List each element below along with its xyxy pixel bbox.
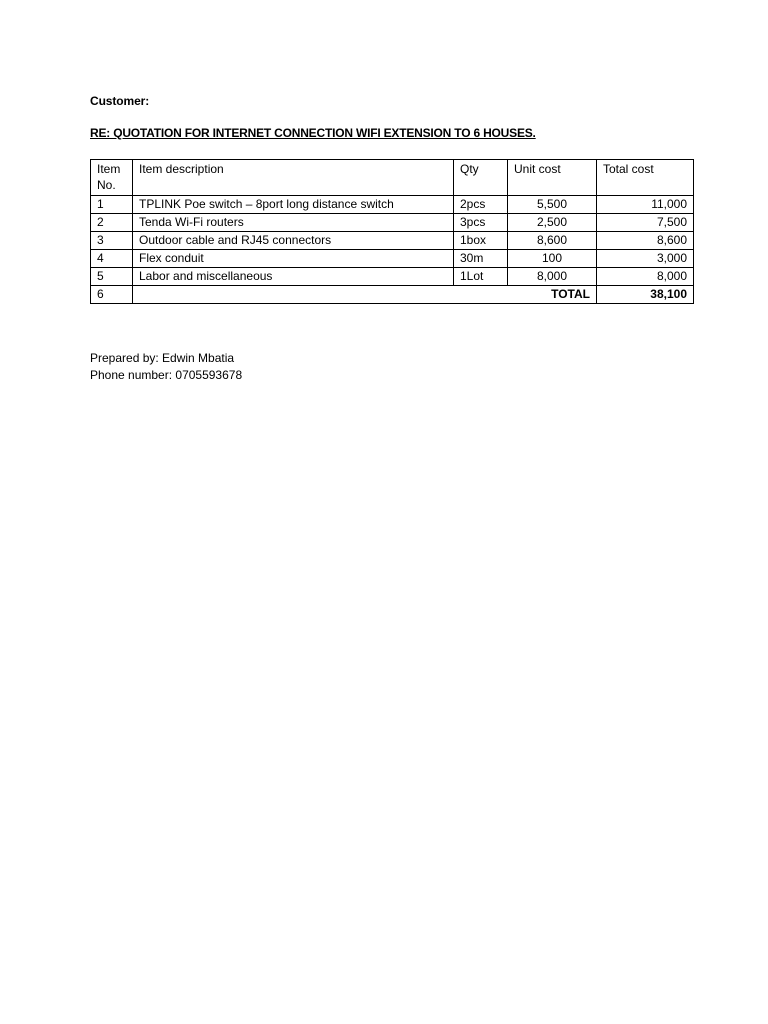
total-row-item-no: 6 xyxy=(91,286,133,304)
header-description: Item description xyxy=(133,160,454,196)
row-unit-cost: 8,600 xyxy=(508,232,597,250)
row-item-no: 1 xyxy=(91,196,133,214)
header-unit-cost: Unit cost xyxy=(508,160,597,196)
total-label: TOTAL xyxy=(133,286,597,304)
row-item-no: 2 xyxy=(91,214,133,232)
row-unit-cost: 8,000 xyxy=(508,268,597,286)
customer-label: Customer: xyxy=(90,94,150,108)
header-qty: Qty xyxy=(454,160,508,196)
row-total-cost: 7,500 xyxy=(597,214,694,232)
row-unit-cost: 2,500 xyxy=(508,214,597,232)
table-row xyxy=(91,250,694,268)
total-amount: 38,100 xyxy=(597,286,694,304)
row-description: Labor and miscellaneous xyxy=(133,268,454,286)
row-description: TPLINK Poe switch – 8port long distance switch xyxy=(133,196,454,214)
quotation-subject: RE: QUOTATION FOR INTERNET CONNECTION WIFI EXTENSION TO 6 HOUSES. xyxy=(90,126,536,140)
row-total-cost: 3,000 xyxy=(597,250,694,268)
header-total-cost: Total cost xyxy=(597,160,694,196)
phone-number: Phone number: 0705593678 xyxy=(90,368,243,382)
table-row xyxy=(91,232,694,250)
row-item-no: 3 xyxy=(91,232,133,250)
row-total-cost: 8,600 xyxy=(597,232,694,250)
row-description: Outdoor cable and RJ45 connectors xyxy=(133,232,454,250)
row-description: Tenda Wi-Fi routers xyxy=(133,214,454,232)
quotation-table xyxy=(90,159,694,304)
row-unit-cost: 5,500 xyxy=(508,196,597,214)
row-qty: 3pcs xyxy=(454,214,508,232)
row-item-no: 5 xyxy=(91,268,133,286)
prepared-by: Prepared by: Edwin Mbatia xyxy=(90,351,235,365)
header-item-no: Item No. xyxy=(91,160,133,196)
row-total-cost: 8,000 xyxy=(597,268,694,286)
table-total-row xyxy=(91,286,694,304)
row-qty: 30m xyxy=(454,250,508,268)
prepared-by-block xyxy=(90,350,242,384)
row-qty: 1Lot xyxy=(454,268,508,286)
table-row xyxy=(91,268,694,286)
row-qty: 2pcs xyxy=(454,196,508,214)
row-qty: 1box xyxy=(454,232,508,250)
table-row xyxy=(91,196,694,214)
row-item-no: 4 xyxy=(91,250,133,268)
table-row xyxy=(91,214,694,232)
table-header-row xyxy=(91,160,694,196)
row-description: Flex conduit xyxy=(133,250,454,268)
row-unit-cost: 100 xyxy=(508,250,597,268)
row-total-cost: 11,000 xyxy=(597,196,694,214)
